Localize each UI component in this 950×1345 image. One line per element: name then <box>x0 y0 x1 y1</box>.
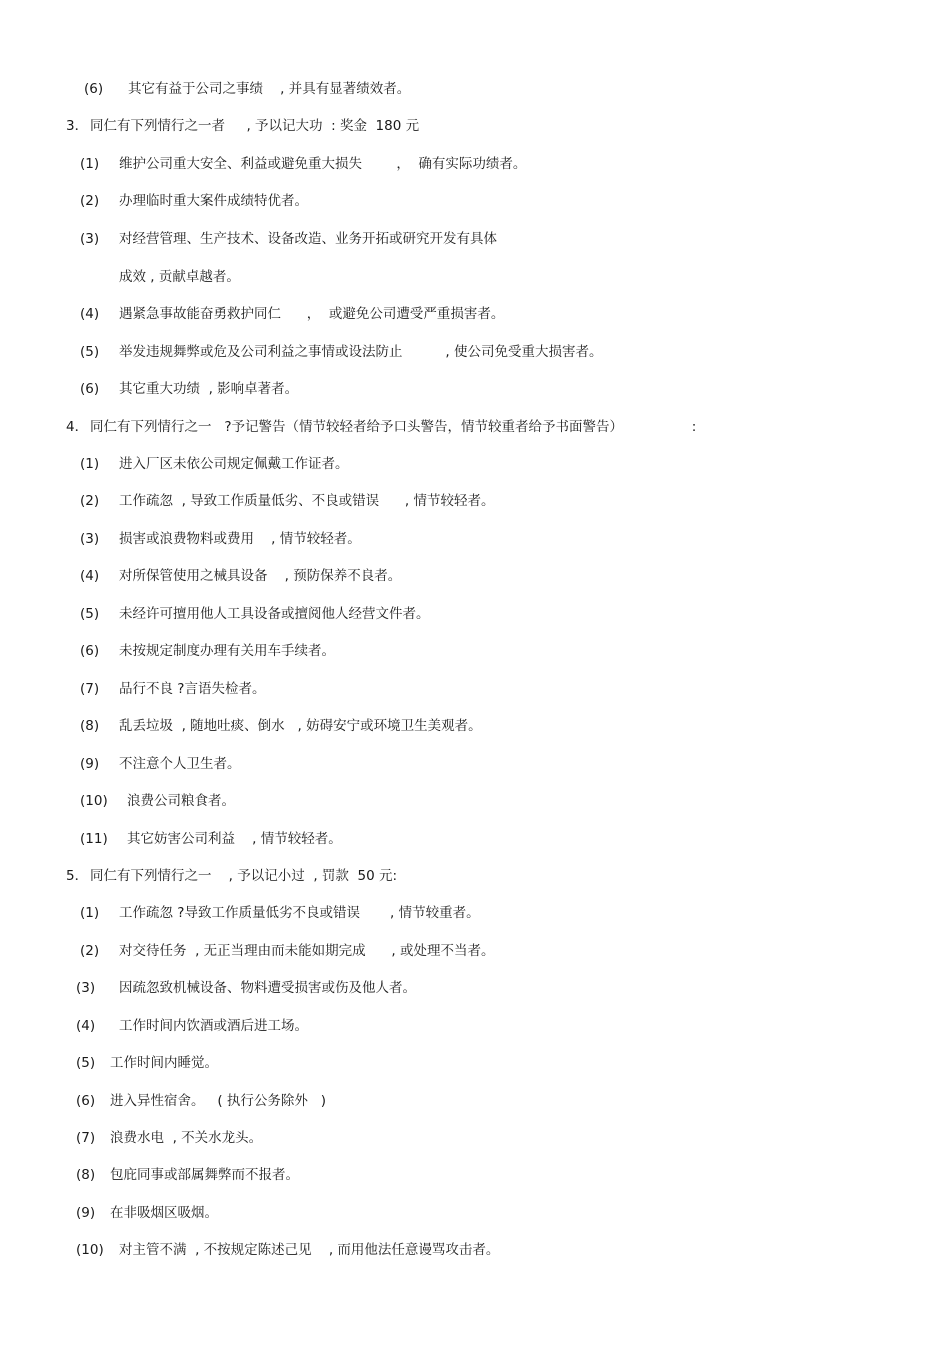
item-number: (6) <box>76 1093 96 1109</box>
document-line <box>0 1053 950 1073</box>
item-number: (2) <box>80 943 100 959</box>
document-line <box>0 342 950 362</box>
item-text: 其它妨害公司利益 , 情节较轻者。 <box>127 831 342 847</box>
item-number: (1) <box>80 156 100 172</box>
item-number: (4) <box>76 1018 96 1034</box>
document-line <box>0 454 950 474</box>
document-line <box>0 679 950 699</box>
document-line <box>0 1128 950 1148</box>
item-number: (4) <box>80 568 100 584</box>
item-text: 举发违规舞弊或危及公司利益之事情或设法防止 , 使公司免受重大损害者。 <box>119 344 603 360</box>
document-line <box>0 1203 950 1223</box>
item-number: (5) <box>76 1055 96 1071</box>
item-number: (9) <box>76 1205 96 1221</box>
document-line <box>0 791 950 811</box>
item-text: 对主管不满 , 不按规定陈述己见 , 而用他法任意谩骂攻击者。 <box>119 1242 500 1258</box>
item-text: 对交待任务 , 无正当理由而未能如期完成 , 或处理不当者。 <box>119 943 495 959</box>
document-line <box>0 566 950 586</box>
item-number: (7) <box>76 1130 96 1146</box>
document-line <box>0 978 950 998</box>
item-text: 进入厂区未依公司规定佩戴工作证者。 <box>119 456 349 472</box>
item-text: 未经许可擅用他人工具设备或擅阅他人经营文件者。 <box>119 606 430 622</box>
item-text: 维护公司重大安全、利益或避免重大损失 ， 确有实际功绩者。 <box>119 156 527 172</box>
document-line <box>0 754 950 774</box>
item-number: (9) <box>80 756 100 772</box>
item-text: 工作疏忽 , 导致工作质量低劣、不良或错误 , 情节较轻者。 <box>119 493 495 509</box>
item-text: 办理临时重大案件成绩特优者。 <box>119 193 308 209</box>
document-line <box>0 191 950 211</box>
item-number: (11) <box>80 831 108 847</box>
item-number: (2) <box>80 193 100 209</box>
item-number: (1) <box>80 905 100 921</box>
document-line <box>0 716 950 736</box>
item-number: (6) <box>84 81 104 97</box>
item-text: 对所保管使用之械具设备 , 预防保养不良者。 <box>119 568 402 584</box>
item-text: 同仁有下列情行之一 , 予以记小过 , 罚款 50 元: <box>90 868 398 884</box>
item-number: (6) <box>80 643 100 659</box>
document-line <box>0 1091 950 1111</box>
document-line <box>0 829 950 849</box>
item-number: (5) <box>80 606 100 622</box>
item-number: (4) <box>80 306 100 322</box>
item-number: 3． <box>66 118 89 134</box>
item-text: 成效 , 贡献卓越者。 <box>119 269 240 285</box>
item-number: (2) <box>80 493 100 509</box>
item-number: (3) <box>76 980 96 996</box>
document-line <box>0 79 950 99</box>
document-line <box>0 229 950 249</box>
item-text: 浪费水电 , 不关水龙头。 <box>110 1130 263 1146</box>
item-number: (3) <box>80 531 100 547</box>
item-number: (8) <box>80 718 100 734</box>
item-text: 包庇同事或部属舞弊而不报者。 <box>110 1167 299 1183</box>
document-line <box>0 866 950 886</box>
document-line <box>0 116 950 136</box>
document-line <box>0 379 950 399</box>
item-text: 其它有益于公司之事绩 , 并具有显著绩效者。 <box>128 81 411 97</box>
item-number: (7) <box>80 681 100 697</box>
item-number: 5． <box>66 868 89 884</box>
item-number: (10) <box>76 1242 104 1258</box>
document-line <box>0 304 950 324</box>
item-text: 损害或浪费物料或费用 , 情节较轻者。 <box>119 531 361 547</box>
item-text: 同仁有下列情行之一者 , 予以记大功 : 奖金 180 元 <box>90 118 420 134</box>
item-text: 进入异性宿舍。 ( 执行公务除外 ) <box>110 1093 327 1109</box>
document-line <box>0 903 950 923</box>
document-line <box>0 604 950 624</box>
item-text: 品行不良 ?言语失检者。 <box>119 681 266 697</box>
document-line <box>0 1165 950 1185</box>
document-line <box>0 1016 950 1036</box>
item-number: (3) <box>80 231 100 247</box>
item-text: 工作时间内饮酒或酒后进工场。 <box>119 1018 308 1034</box>
document-line <box>0 941 950 961</box>
document-line <box>0 154 950 174</box>
item-number: (1) <box>80 456 100 472</box>
document-line <box>0 417 950 437</box>
item-text: 不注意个人卫生者。 <box>119 756 241 772</box>
document-line <box>0 641 950 661</box>
item-number: (10) <box>80 793 108 809</box>
item-text: 工作时间内睡觉。 <box>110 1055 218 1071</box>
item-number: 4． <box>66 419 89 435</box>
document-line <box>0 529 950 549</box>
item-text: 工作疏忽 ?导致工作质量低劣不良或错误 , 情节较重者。 <box>119 905 480 921</box>
item-text: 同仁有下列情行之一 ?予记警告（情节较轻者给予口头警告，情节较重者给予书面警告） : <box>90 419 697 435</box>
item-number: (5) <box>80 344 100 360</box>
item-number: (6) <box>80 381 100 397</box>
item-text: 对经营管理、生产技术、设备改造、业务开拓或研究开发有具体 <box>119 231 497 247</box>
item-text: 其它重大功绩 , 影响卓著者。 <box>119 381 299 397</box>
item-text: 在非吸烟区吸烟。 <box>110 1205 218 1221</box>
document-line <box>0 1240 950 1260</box>
item-number: (8) <box>76 1167 96 1183</box>
item-text: 浪费公司粮食者。 <box>127 793 235 809</box>
item-text: 未按规定制度办理有关用车手续者。 <box>119 643 335 659</box>
document-line <box>0 267 950 287</box>
document-line <box>0 491 950 511</box>
item-text: 乱丢垃圾 , 随地吐痰、倒水 , 妨碍安宁或环境卫生美观者。 <box>119 718 482 734</box>
item-text: 遇紧急事故能奋勇救护同仁 ， 或避免公司遭受严重损害者。 <box>119 306 505 322</box>
item-text: 因疏忽致机械设备、物料遭受损害或伤及他人者。 <box>119 980 416 996</box>
